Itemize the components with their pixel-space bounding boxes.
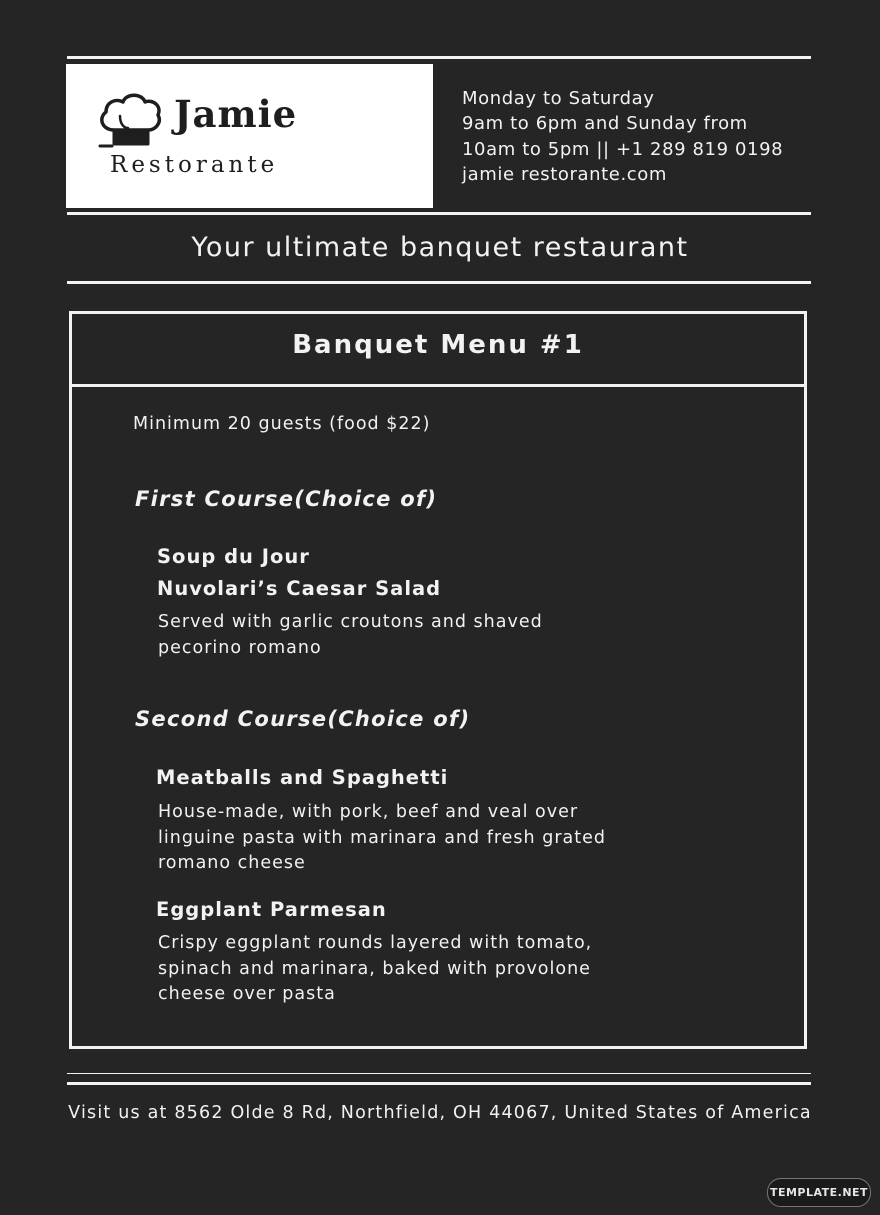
tagline-rule [67, 281, 811, 284]
footer-rule-thin [67, 1073, 811, 1074]
menu-item-description [158, 800, 606, 877]
menu-title: Banquet Menu #1 [292, 330, 584, 360]
logo-subtitle: Restorante [110, 152, 279, 178]
logo [66, 64, 433, 208]
description-line: Crispy eggplant rounds layered with tomato, [158, 933, 593, 953]
menu-item-name: Soup du Jour [157, 545, 310, 568]
description-line: romano cheese [158, 853, 306, 873]
second-course-heading: Second Course(Choice of) [135, 707, 471, 731]
description-line: pecorino romano [158, 637, 322, 658]
watermark-badge[interactable]: TEMPLATE.NET [767, 1178, 871, 1207]
footer-rule-thick [67, 1082, 811, 1085]
chef-hat-icon [98, 90, 162, 150]
description-line: cheese over pasta [158, 984, 336, 1004]
menu-item-name: Meatballs and Spaghetti [156, 766, 449, 789]
hours-line-2: 9am to 6pm and Sunday from [462, 113, 748, 135]
menu-box [69, 311, 807, 1049]
contact-info [462, 86, 783, 187]
first-course-heading: First Course(Choice of) [135, 487, 438, 511]
footer-address: Visit us at 8562 Olde 8 Rd, Northfield, OH 44067, United States of America [68, 1103, 812, 1123]
menu-item-name: Eggplant Parmesan [156, 898, 387, 921]
menu-item-name: Nuvolari’s Caesar Salad [157, 577, 442, 600]
description-line: linguine pasta with marinara and fresh grated [158, 827, 606, 848]
menu-title-bar [72, 314, 804, 387]
hours-phone-line: 10am to 5pm || +1 289 819 0198 [462, 138, 784, 160]
description-line: House-made, with pork, beef and veal over [158, 802, 579, 822]
header-rule [67, 212, 811, 215]
description-line: Served with garlic croutons and shaved [158, 612, 543, 632]
hours-line-1: Monday to Saturday [462, 88, 655, 109]
description-line: spinach and marinara, baked with provolone [158, 958, 591, 979]
menu-item-description [158, 931, 592, 1008]
minimum-guests: Minimum 20 guests (food $22) [133, 414, 431, 434]
menu-item-description [158, 610, 543, 661]
top-rule [67, 56, 811, 59]
website-line: jamie restorante.com [462, 163, 668, 185]
tagline: Your ultimate banquet restaurant [191, 232, 689, 263]
logo-name: Jamie [174, 92, 298, 136]
